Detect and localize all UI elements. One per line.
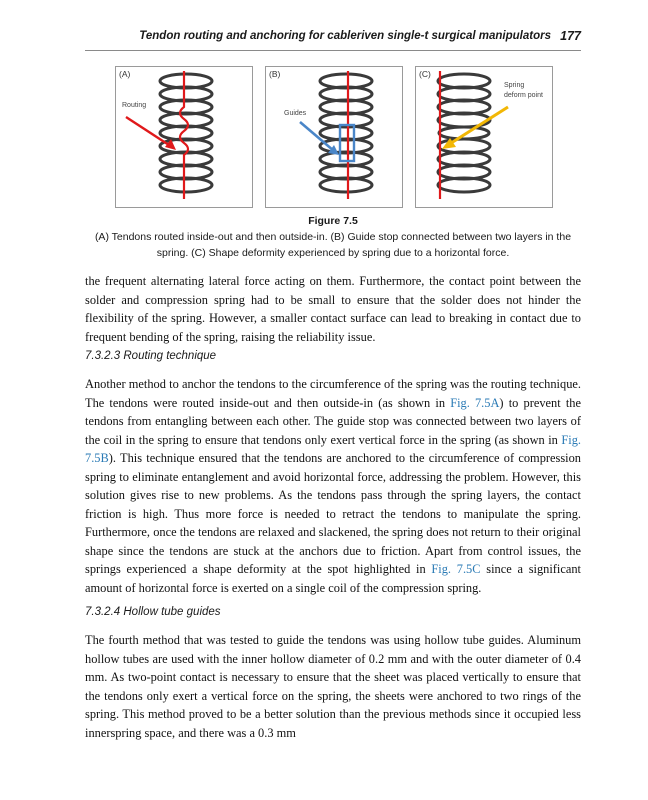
paragraph-1: the frequent alternating lateral force acting on them. Furthermore, the contact point between the solder and compression spring had to be small to ensure that the solder does not hinder the flexibility of the spring. However, a smaller contact surface can lead to breaking in contact due to frequent bending of the spring, raising the reliability issue.	[85, 274, 581, 344]
panel-c-label: (C)	[419, 69, 431, 79]
paragraph-routing	[85, 375, 581, 597]
panel-a-note: Routing	[122, 102, 147, 109]
figure-7-5	[85, 62, 581, 210]
panel-c-note: Spring deform point	[504, 82, 543, 99]
figure-panel-c	[415, 66, 553, 208]
panel-a-label: (A)	[119, 69, 131, 79]
routing-text-c: ). This technique ensured that the tendons are anchored to the circumference of compression spring to eliminate entanglement and avoid horizontal force, addressing the problem. However, this solution gives rise to new problems. As the tendons pass through the spring layers, the contact friction is high. Thus more force is needed to retract the tendons to manipulate the spring. Furthermore, once the tendons are relaxed and slackened, the spring does not return to their original shape since the tendons are stuck at the anchors due to friction. Apart from control issues, the springs experienced a shape deformity at the spot highlighted in	[85, 451, 581, 576]
panel-b-label: (B)	[269, 69, 281, 79]
spring-coils-a	[160, 74, 212, 192]
routing-arrow-a	[126, 117, 172, 147]
routing-text-d: since a significant amount of horizontal force is exerted on a single coil of the compression spring.	[85, 562, 582, 595]
section-heading-routing: 7.3.2.3 Routing technique	[85, 350, 217, 362]
spring-illustration-a	[116, 67, 252, 207]
paragraph-hollow-tube: The fourth method that was tested to guide the tendons was using hollow tube guides. Aluminum hollow tubes are used with the inner hollow diameter of 0.2 mm and with the outer diameter of 0.4 mm. As two-point contact is necessary to ensure that the sheet was placed vertically to ensure that the tendons only exert a vertical force on the spring, the sheets were anchored to two rings of the spring. This method proved to be a better solution than the previous methods since it occupied less innerspring space, and there was a 0.3 mm	[85, 633, 581, 740]
fig-7-5b-link[interactable]: Fig. 7.5B	[85, 432, 581, 465]
fig-7-5c-link[interactable]: Fig. 7.5C	[431, 562, 481, 576]
figure-panel-b	[265, 66, 403, 208]
running-title: Tendon routing and anchoring for cableriven single-t surgical manipulators	[139, 30, 551, 42]
fig-7-5a-link[interactable]: Fig. 7.5A	[450, 395, 500, 410]
spring-illustration-c	[416, 67, 552, 207]
spring-coils-c	[438, 74, 490, 192]
figure-caption	[85, 213, 581, 261]
figure-caption-text: (A) Tendons routed inside-out and then outside-in. (B) Guide stop connected between two layers in the spring. (C) Shape deformity experienced by spring due to a horizontal force.	[94, 231, 572, 259]
routing-text-b: ) to prevent the tendons from entangling between each other. The guide stop was connected between two layers of the coil in the spring to ensure that tendons only exert vertical force in the spring (as shown in	[85, 395, 581, 447]
spring-coils-b	[320, 74, 372, 192]
spring-illustration-b	[266, 67, 402, 207]
section-heading-hollow-tube: 7.3.2.4 Hollow tube guides	[85, 606, 221, 618]
page-number: 177	[560, 29, 581, 43]
running-header	[85, 28, 581, 51]
figure-panel-a	[115, 66, 253, 208]
figure-title: Figure 7.5	[308, 215, 358, 227]
routing-text-a: Another method to anchor the tendons to the circumference of the spring was the routing technique. The tendons were routed inside-out and then outside-in (as shown in	[85, 377, 581, 410]
panel-b-note: Guides	[284, 110, 307, 117]
